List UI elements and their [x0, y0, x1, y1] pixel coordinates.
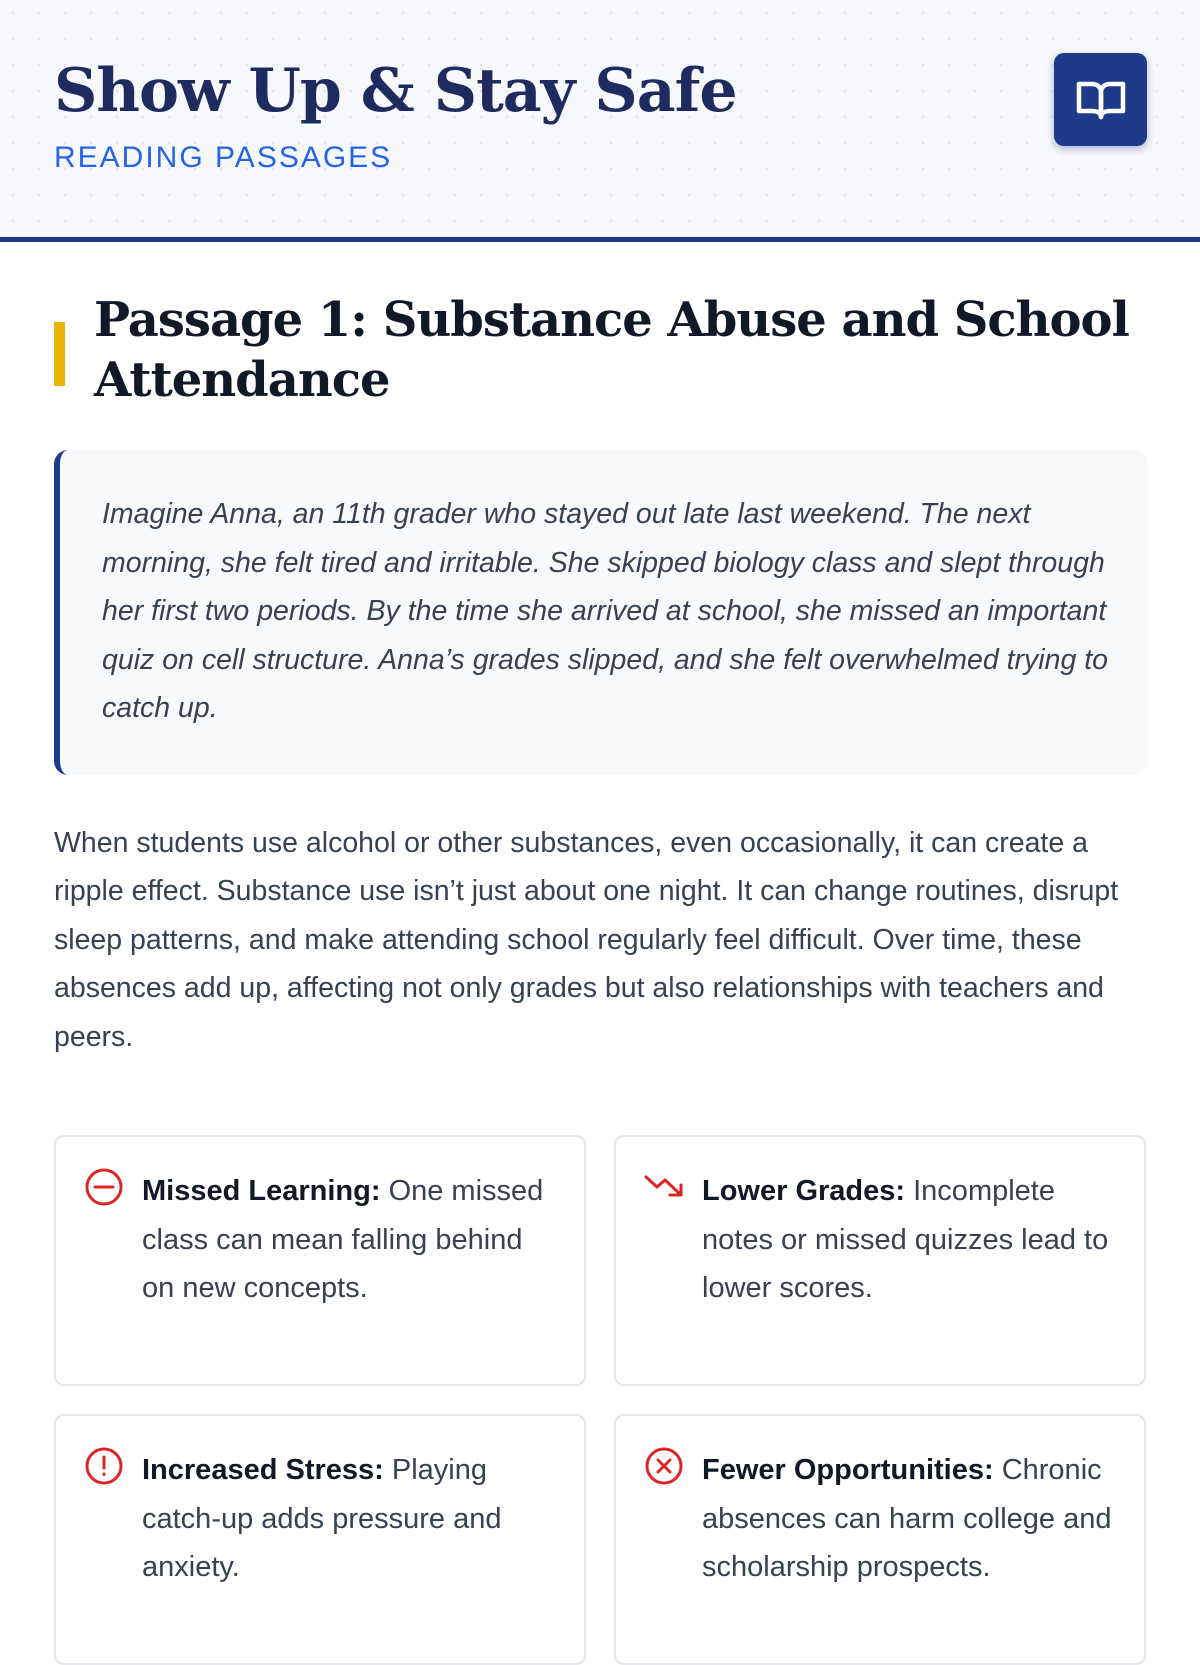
page-header — [0, 0, 1200, 242]
effect-card-increased-stress — [54, 1414, 586, 1665]
effect-card-missed-learning — [54, 1135, 586, 1386]
trending-down-icon — [644, 1167, 684, 1207]
minus-circle-icon — [84, 1167, 124, 1207]
effect-label: Fewer Opportunities: — [702, 1454, 994, 1486]
effect-text — [702, 1446, 1116, 1633]
x-circle-icon — [644, 1446, 684, 1486]
effect-description: One missed class can mean falling behind on new concepts. — [142, 1175, 544, 1304]
effect-label: Lower Grades: — [702, 1175, 906, 1207]
title-accent-bar — [54, 322, 65, 386]
effect-description: Chronic absences can harm college and scholarship prospects. — [702, 1454, 1112, 1583]
story-callout: Imagine Anna, an 11th grader who stayed out late last weekend. The next morning, she felt tired and irritable. She skipped biology class and slept through her first two periods. By the time she arrived at school, she missed an important quiz on cell structure. Anna’s grades slipped, and she felt overwhelmed trying to catch up. — [54, 450, 1148, 775]
passage-title — [54, 290, 1148, 410]
page-subtitle: READING PASSAGES — [54, 141, 393, 174]
effect-label: Missed Learning: — [142, 1175, 381, 1207]
effect-description: Incomplete notes or missed quizzes lead to lower scores. — [702, 1175, 1109, 1304]
effect-text — [702, 1167, 1116, 1354]
passage-content — [54, 290, 1148, 1665]
book-open-icon — [1075, 78, 1127, 122]
effect-text — [142, 1446, 556, 1633]
effect-text — [142, 1167, 556, 1354]
alert-circle-icon — [84, 1446, 124, 1486]
effects-grid — [54, 1135, 1148, 1665]
effect-card-fewer-opportunities — [614, 1414, 1146, 1665]
effect-card-lower-grades — [614, 1135, 1146, 1386]
effect-description: Playing catch-up adds pressure and anxiety. — [142, 1454, 502, 1583]
page-title: Show Up & Stay Safe — [54, 56, 737, 126]
book-button[interactable] — [1054, 53, 1147, 146]
body-paragraph: When students use alcohol or other substances, even occasionally, it can create a ripple effect. Substance use isn’t just about one night. It can change routines, disrupt sleep patterns, and make attending school regularly feel difficult. Over time, these absences add up, affecting not only grades but also relationships with teachers and peers. — [54, 826, 1119, 1053]
effect-label: Increased Stress: — [142, 1454, 384, 1486]
passage-title-text: Passage 1: Substance Abuse and School Attendance — [94, 292, 1129, 408]
